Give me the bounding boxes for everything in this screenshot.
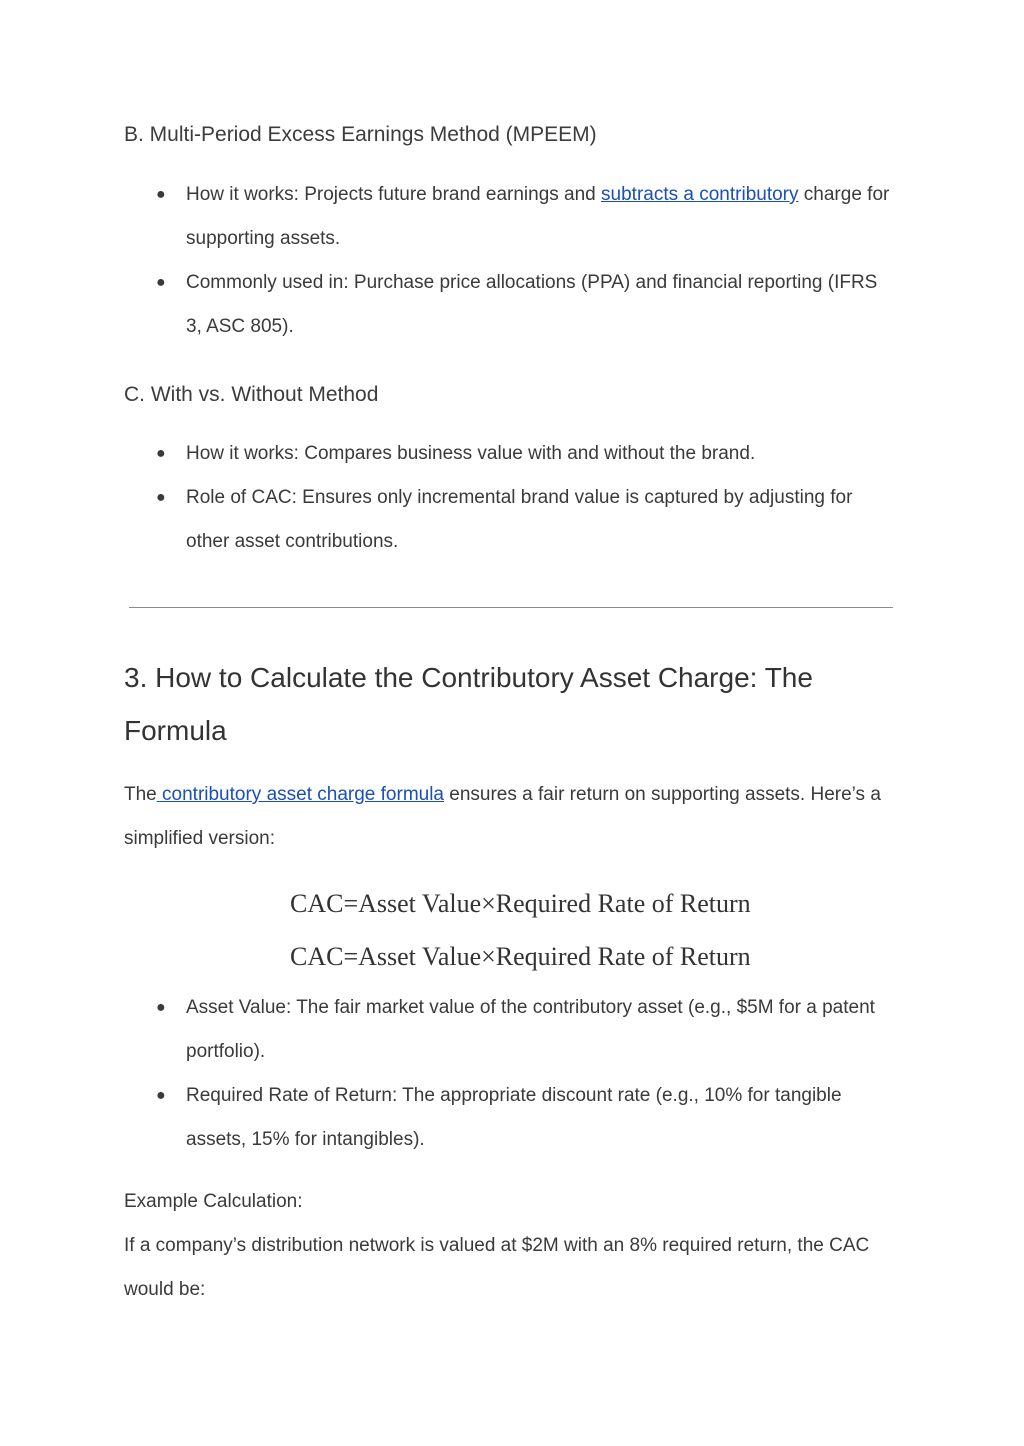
formula-intro-paragraph bbox=[124, 773, 894, 861]
bullet-icon: ● bbox=[156, 274, 166, 291]
list-item bbox=[124, 986, 894, 1074]
list-item bbox=[124, 432, 894, 476]
bullet-text: Asset Value: The fair market value of the contributory asset (e.g., $5M for a patent portfolio). bbox=[186, 997, 875, 1062]
bullet-text: Commonly used in: Purchase price allocations (PPA) and financial reporting (IFRS 3, ASC 805). bbox=[186, 272, 878, 337]
section-divider bbox=[129, 607, 893, 608]
bullet-icon: ● bbox=[156, 489, 166, 506]
intro-text-suffix: ensures a fair return on supporting assets. Here’s a simplified version: bbox=[124, 784, 881, 849]
example-label: Example Calculation: bbox=[124, 1191, 303, 1212]
bullet-icon: ● bbox=[156, 999, 166, 1016]
list-item bbox=[124, 1074, 894, 1162]
cac-formula: CAC=Asset Value×Required Rate of Return bbox=[290, 889, 751, 918]
bullet-text-prefix: How it works: Projects future brand earnings and bbox=[186, 184, 602, 205]
cac-formula-repeat: CAC=Asset Value×Required Rate of Return bbox=[290, 942, 751, 971]
example-text: If a company’s distribution network is valued at $2M with an 8% required return, the CAC would be: bbox=[124, 1235, 870, 1300]
list-item bbox=[124, 261, 894, 349]
subtracts-contributory-link[interactable]: subtracts a contributory bbox=[601, 184, 799, 205]
section-c-heading: C. With vs. Without Method bbox=[124, 383, 379, 406]
bullet-text: Required Rate of Return: The appropriate discount rate (e.g., 10% for tangible assets, 15% for intangibles). bbox=[186, 1085, 842, 1150]
bullet-text: Role of CAC: Ensures only incremental brand value is captured by adjusting for other asset contributions. bbox=[186, 487, 853, 552]
list-item bbox=[124, 476, 894, 564]
list-item bbox=[124, 173, 894, 261]
bullet-text: How it works: Compares business value with and without the brand. bbox=[186, 443, 756, 464]
bullet-text-suffix: charge for supporting assets. bbox=[186, 184, 890, 249]
formula-terms-list bbox=[124, 986, 894, 1162]
bullet-icon: ● bbox=[156, 186, 166, 203]
section-b-bullet-list bbox=[124, 173, 894, 349]
bullet-icon: ● bbox=[156, 445, 166, 462]
section-3-heading: 3. How to Calculate the Contributory Asset Charge: The Formula bbox=[124, 662, 813, 746]
section-b-heading: B. Multi-Period Excess Earnings Method (MPEEM) bbox=[124, 123, 597, 146]
contributory-asset-charge-formula-link[interactable]: contributory asset charge formula bbox=[156, 784, 444, 805]
intro-text-prefix: The bbox=[124, 784, 157, 805]
bullet-icon: ● bbox=[156, 1087, 166, 1104]
section-c-bullet-list bbox=[124, 432, 894, 564]
